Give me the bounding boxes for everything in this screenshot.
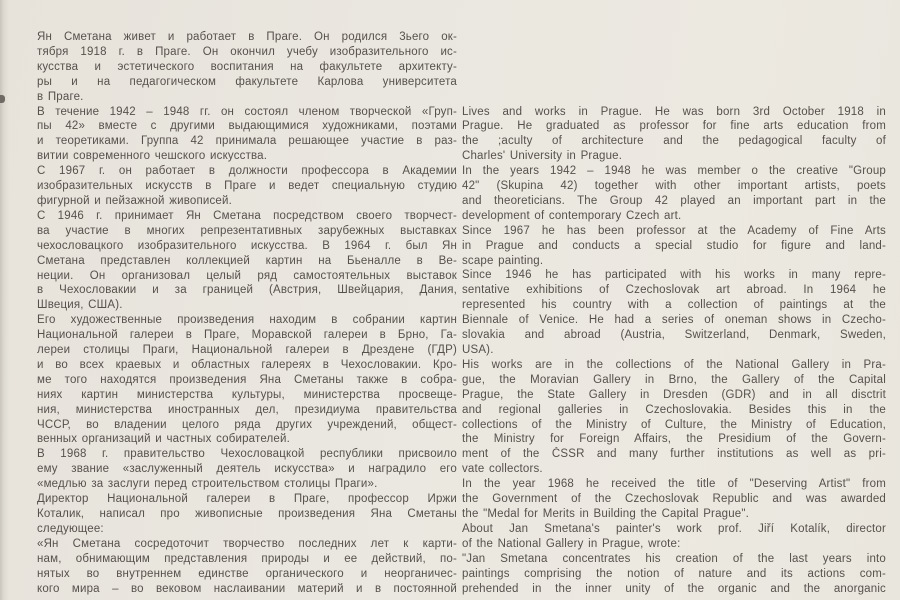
text-line: of the National Gallery in Prague, wrote: xyxy=(462,537,681,550)
text-line: пы 42» вместе с другими выдающимися художниками, поэтами xyxy=(37,120,457,133)
text-line: ниях картин министерства культуры, министерства просвеще- xyxy=(37,388,457,401)
text-line: USA). xyxy=(462,344,494,356)
text-line: в Праге. xyxy=(37,90,84,103)
text-line: Biennale of Venice. He had a series of oneman shows in Czecho- xyxy=(462,314,886,327)
text-line: represented his country with a collection of paintings at the xyxy=(462,299,886,312)
text-line: нам, обнимающим представления природы и ее действий, по- xyxy=(37,552,457,565)
text-line: the Government of the Czechoslovak Republic and was awarded xyxy=(462,493,886,506)
text-line: в Чехословакии и за границей (Австрия, Швейцария, Дания, xyxy=(37,284,457,297)
text-line: prehended in the inner unity of the organic and the anorganic xyxy=(462,582,886,595)
text-line: Charles' University in Prague. xyxy=(462,150,623,163)
text-line: About Jan Smetana's painter's work prof. Jiří Kotalík, director xyxy=(462,522,886,535)
text-line: ему звание «заслуженный деятель искусства» и наградило его xyxy=(37,463,457,476)
text-line: ва участие в многих репрезентативных зарубежных выставках xyxy=(37,224,457,237)
text-line: ment of the ČSSR and many further institutions as well as pri- xyxy=(462,448,886,461)
text-line: Ян Сметана живет и работает в Праге. Он родился 3ьего ок- xyxy=(37,31,457,43)
text-line: Since 1967 he has been professor at the Academy of Fine Arts xyxy=(462,224,886,237)
text-line: фигурной и пейзажной живописей. xyxy=(37,194,232,207)
text-line: paintings comprising the notion of nature and its actions com- xyxy=(462,567,886,580)
scan-speck xyxy=(0,95,5,103)
text-line: Since 1946 he has participated with his works in many repre- xyxy=(462,269,886,282)
text-line: vate collectors. xyxy=(462,463,543,476)
text-line: В 1968 г. правительство Чехословацкой республики присвоило xyxy=(37,448,457,461)
text-line: витии современного чешского искусства. xyxy=(37,150,268,163)
text-line: and regional galleries in Czechoslovakia. Besides this in the xyxy=(462,403,886,416)
text-line: и теоретиками. Группа 42 принимала решающее участие в раз- xyxy=(37,135,457,148)
text-line: Его художественные произведения находим в собрании картин xyxy=(37,314,457,327)
text-line: His works are in the collections of the National Gallery in Pra- xyxy=(462,358,886,371)
left-scan-shadow xyxy=(0,0,9,600)
text-line: неции. Он организовал целый ряд самостоятельных выставок xyxy=(37,269,457,282)
text-line: С 1946 г. принимает Ян Сметана посредством своего творчест- xyxy=(37,209,457,222)
text-line: кусства и эстетического воспитания на факультете архитекту- xyxy=(37,60,457,73)
text-line: и во всех краевых и областных галереях в Чехословакии. Кро- xyxy=(37,358,457,371)
text-line: the "Medal for Merits in Building the Capital Prague". xyxy=(462,507,750,520)
text-line: collections of the Ministry of Culture, the Ministry of Education, xyxy=(462,418,886,431)
text-line: Prague, the State Gallery in Dresden (GDR) and in all disctrit xyxy=(462,388,886,401)
text-line: Lives and works in Prague. He was born 3rd October 1918 in xyxy=(462,105,886,118)
text-line: in Prague and conducts a special studio for figure and land- xyxy=(462,239,886,252)
text-line: the Ministry for Foreign Affairs, the Presidium of the Govern- xyxy=(462,433,886,446)
text-line: Коталик, написал про живописные произведения Яна Сметаны xyxy=(37,508,457,520)
text-line: лереи столицы Праги, Национальной галереи в Дрездене (ГДР) xyxy=(37,344,457,357)
text-line: С 1967 г. он работает в должности профессора в Академии xyxy=(37,165,457,178)
text-line: ния, министерства иностранных дел, президиума правительства xyxy=(37,403,457,416)
text-line: Сметана представлен коллекцией картин на Бьеналле в Ве- xyxy=(37,254,457,267)
text-line: sentative exhibitions of Czechoslovak art abroad. In 1964 he xyxy=(462,284,886,297)
text-line: 42" (Skupina 42) together with other important artists, poets xyxy=(462,180,886,193)
text-line: изобразительных искусств в Праге и ведет специальную студию xyxy=(37,180,457,193)
text-line: «медлью за заслуги перед строительством столицы Праги». xyxy=(37,478,378,491)
text-line: ЧССР, во владении целого ряда других учреждений, общест- xyxy=(37,418,457,431)
text-line: Prague. He graduated as professor for fine arts education from xyxy=(462,120,886,133)
text-line: and theoreticians. The Group 42 played an important part in the xyxy=(462,194,886,207)
text-line: the ;aculty of architecture and the pedagogical faculty of xyxy=(462,135,886,148)
text-line: нятых во внутреннем единстве органического и неорганичес- xyxy=(37,567,457,580)
text-line: Директор Национальной галереи в Праге, профессор Иржи xyxy=(37,493,457,506)
text-line: «Ян Сметана сосредоточит творчество последних лет к карти- xyxy=(37,537,457,550)
text-line: ме того находятся произведения Яна Сметаны также в собра- xyxy=(37,373,457,386)
text-line: development of contemporary Czech art. xyxy=(462,209,682,222)
text-line: scape painting. xyxy=(462,254,544,267)
text-line: Национальной галереи в Праге, Моравской галереи в Брно, Га- xyxy=(37,329,457,342)
text-line: "Jan Smetana concentrates his creation of the last years into xyxy=(462,552,886,565)
text-line: Швеция, США). xyxy=(37,299,123,312)
english-text-column xyxy=(462,105,886,597)
text-line: чехословацкого изобразительного искусства. В 1964 г. был Ян xyxy=(37,239,457,252)
text-line: следующее: xyxy=(37,522,104,535)
text-line: slovakia and abroad (Austria, Switzerland, Denmark, Sweden, xyxy=(462,329,886,342)
text-line: В течение 1942 – 1948 гг. он состоял членом творческой «Груп- xyxy=(37,105,457,118)
text-line: In the year 1968 he received the title of "Deserving Artist" from xyxy=(462,478,886,491)
text-line: ры и на педагогическом факультете Карлова университета xyxy=(37,75,457,88)
text-line: кого мира – во вековом наслаивании материй и в постоянной xyxy=(37,582,457,595)
russian-text-column xyxy=(37,30,457,596)
text-line: gue, the Moravian Gallery in Brno, the Gallery of the Capital xyxy=(462,373,886,386)
text-line: In the years 1942 – 1948 he was member o the creative "Group xyxy=(462,165,886,178)
text-line: венных организаций и частных собирателей. xyxy=(37,433,290,446)
text-line: тября 1918 г. в Праге. Он окончил учебу изобразительного ис- xyxy=(37,45,457,58)
